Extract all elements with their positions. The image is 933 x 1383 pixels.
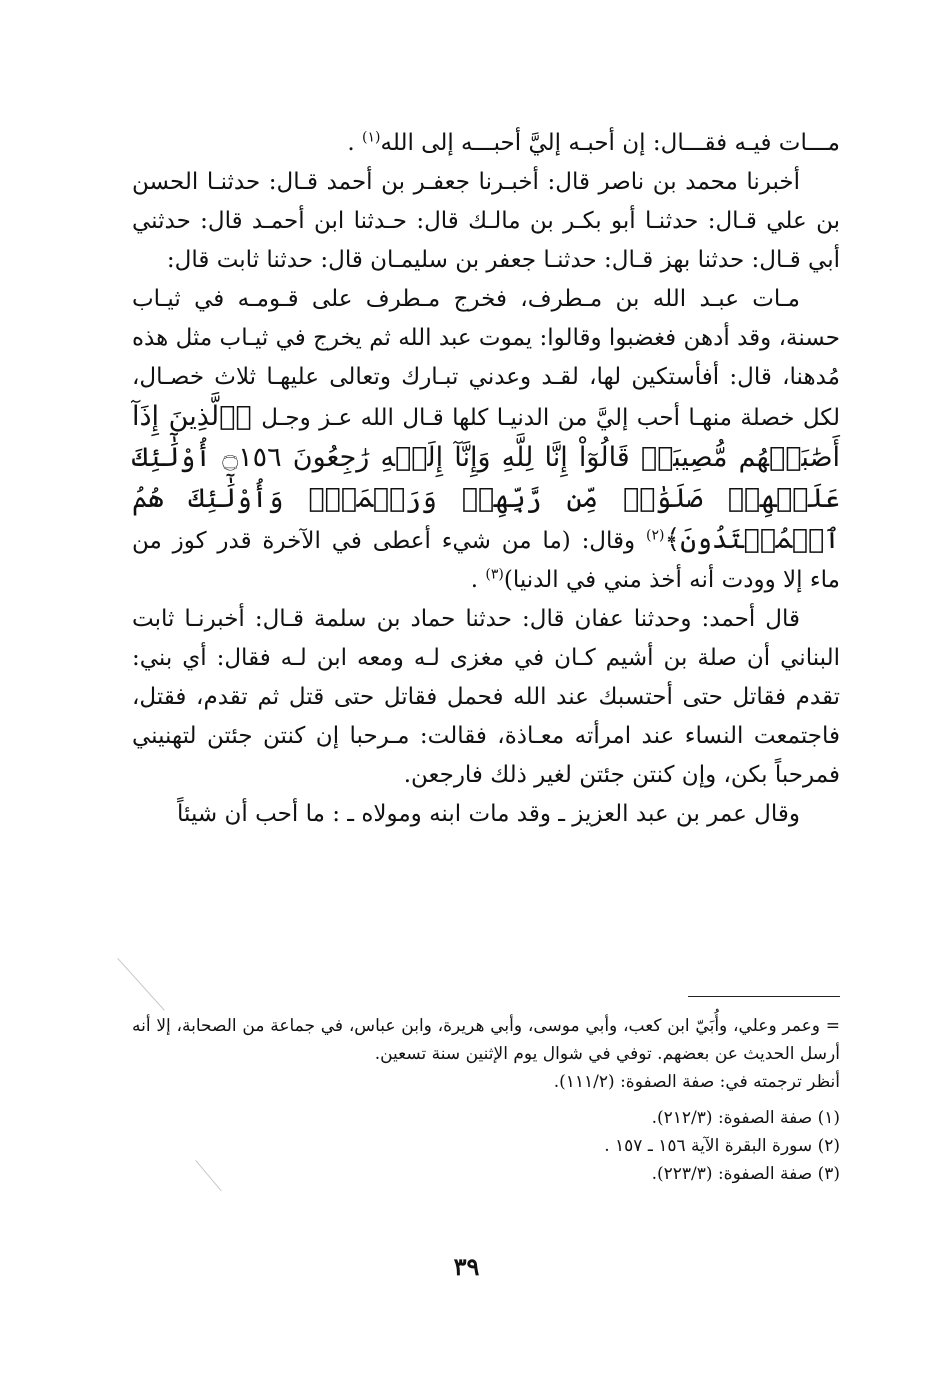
footnote-1: (١) صفة الصفوة: (٢١٢/٣). (651, 1108, 840, 1128)
paragraph (132, 795, 840, 834)
footnote-marker[interactable]: (٣) (485, 566, 504, 583)
scan-artifact-line (117, 958, 165, 1011)
paragraph-text: مـات عبـد الله بن مـطرف، فخرج مـطرف على قـومـه في ثيـاب حسنة، وقد أدهن فغضبوا وقالوا: يموت عبد الله ثم يخرج في ثيـاب مثل هذه مُدهنا، قال: أفأستكين لها، لقـد وعدني تبـارك وتعالى عليهـا ثلاث خصـال، لكل خصلة منهـا أحب إليَّ من الدنيـا كلها قـال الله عـز وجـل (132, 286, 840, 431)
footnote-gap (132, 1096, 840, 1104)
paragraph-text: قال أحمد: وحدثنا عفان قال: حدثنا حماد بن سلمة قـال: أخبرنـا ثابت البناني أن صلة بن أشيم كـان في مغزى لـه ومعه ابن لـه فقال: أي بني: تقدم فقاتل حتى أحتسبك عند الله فحمل فقاتل حتى قتل ثم تقدم، فقتل، فاجتمعت النساء عند امرأته معـاذة، فقالت: مـرحبا إن كنتن جئتن لتهنيني فمرحباً بكن، وإن كنتن جئتن لغير ذلك فارجعن. (132, 606, 840, 788)
paragraph (132, 163, 840, 280)
paragraph (132, 600, 840, 795)
paragraph-text: مـــات فيـه فقـــال: إن أحبـه إليَّ أحبـــه إلى الله (380, 130, 840, 156)
paragraph (132, 280, 840, 600)
footnote-marker[interactable]: (١) (362, 129, 381, 146)
footnotes (132, 1012, 840, 1188)
paragraph-text: أخبرنا محمد بن ناصر قال: أخبـرنا جعفـر بن أحمد قـال: حدثنـا الحسن بن علي قـال: حدثنـا أبو بكـر بن مالـك قال: حـدثنا ابن أحمـد قال: حدثني أبي قـال: حدثنا بهز قـال: حدثنـا جعفر بن سليمـان قال: حدثنا ثابت قال: (132, 169, 841, 273)
footnote-divider (688, 996, 840, 997)
paragraph-text: وقال عمر بن عبد العزيز ـ وقد مات ابنه ومولاه ـ : ما أحب أن شيئاً (177, 801, 800, 827)
paragraph (132, 124, 840, 163)
footnote-3: (٣) صفة الصفوة: (٢٢٣/٣). (651, 1164, 840, 1184)
page-number: ٣٩ (453, 1252, 480, 1281)
quran-verse: ﴿ٱلَّذِينَ إِذَآ أَصَٰبَتۡهُم مُّصِيبَةٞ قَالُوٓاْ إِنَّا لِلَّهِ وَإِنَّآ إِلَيۡهِ رَٰجِعُونَ ۝١٥٦ أُوْلَٰٓئِكَ عَلَيۡهِمۡ صَلَوَٰتٞ مِّن رَّبِّهِمۡ وَرَحۡمَةٞۖ وَأُوْلَٰٓئِكَ هُمُ ٱلۡمُهۡتَدُونَ﴾ (132, 401, 841, 555)
footnote-continuation: = وعمر وعلي، وأُبَيّ ابن كعب، وأبي موسى، وأبي هريرة، وابن عباس، في جماعة من الصحابة، إلا أنه أرسل الحديث عن بعضهم. توفي في شوال يوم الإثنين سنة تسعين. (132, 1016, 840, 1064)
paragraph-tail: . (347, 130, 363, 156)
footnote-2: (٢) سورة البقرة الآية ١٥٦ ـ ١٥٧ . (604, 1136, 840, 1156)
paragraph-text-after: وقال: (ما من شيء أعطى في الآخرة قدر كوز من ماء إلا وودت أنه أخذ مني في الدنيا) (132, 528, 840, 593)
paragraph-tail: . (470, 567, 486, 593)
footnote-marker[interactable]: (٢) (645, 527, 665, 544)
footnote-see-also: أنظر ترجمته في: صفة الصفوة: (١١١/٢). (553, 1072, 840, 1092)
main-text (132, 124, 840, 834)
